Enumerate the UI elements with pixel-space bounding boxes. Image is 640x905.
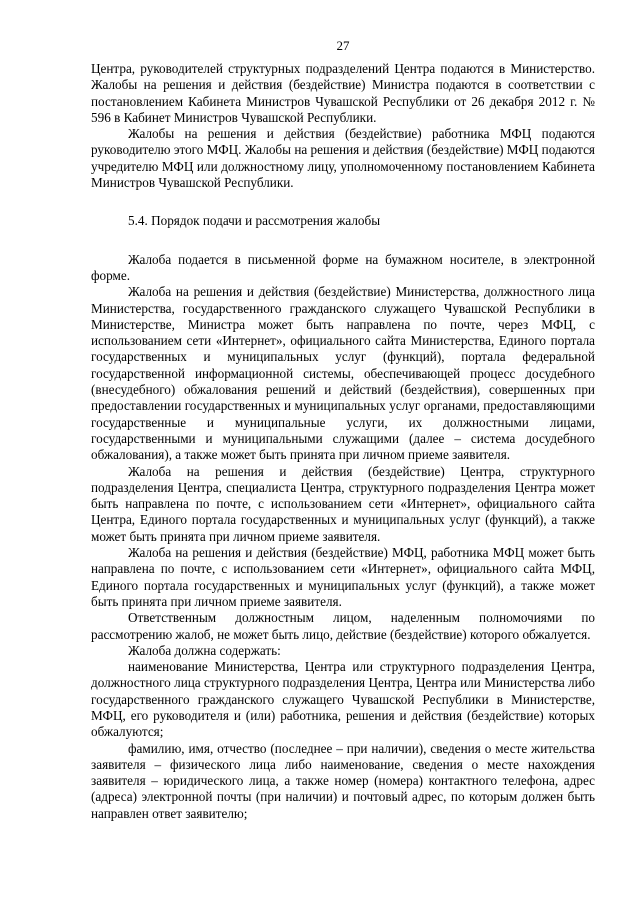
paragraph-complaint-contents: Жалоба должна содержать: [128,642,281,658]
section-heading: 5.4. Порядок подачи и рассмотрения жалобы [128,213,381,229]
paragraph-ministry-channels: Жалоба на решения и действия (бездействие) Министерства, должностного лица Министерства, государственного гражданского служащего Чувашской Республики в Министерстве, Министра может быть направлена по почте, через МФЦ, с использованием сети «Интернет», официального сайта Министерства, Единого портала государственных и муниципальных услуг (функций), портала федеральной государственной информационной системы, обеспечивающей процесс досудебного (внесудебного) обжалования решений и действий (бездействия), совершенных при предоставлении государственных и муниципальных услуг органами, предоставляющими государственные и муниципальные услуги, их должностными лицами, государственными и муниципальными служащими (далее – система досудебного обжалования), а также может быть принята при личном приеме заявителя. [91,284,595,463]
list-item-applicant-details: фамилию, имя, отчество (последнее – при наличии), сведения о месте жительства заявителя – физического лица либо наименование, сведения о месте нахождения заявителя – юридического лица, а также номер (номера) контактного телефона, адрес (адреса) электронной почты (при наличии) и почтовый адрес, по которым должен быть направлен ответ заявителю; [91,740,595,821]
paragraph-center-channels: Жалоба на решения и действия (бездействие) Центра, структурного подразделения Центра, специалиста Центра, структурного подразделения Центра может быть направлена по почте, с использованием сети «Интернет», официального сайта Центра, Единого портала государственных и муниципальных услуг (функций), а также может быть принята при личном приеме заявителя. [91,463,595,544]
paragraph-complaints-to-ministry: Центра, руководителей структурных подразделений Центра подаются в Министерство. Жалобы на решения и действия (бездействие) Министра подаются в соответствии с постановлением Кабинета Министров Чувашской Республики от 26 декабря 2012 г. № 596 в Кабинет Министров Чувашской Республики. [91,61,595,125]
document-page [91,38,595,822]
paragraph-mfc-channels: Жалоба на решения и действия (бездействие) МФЦ, работника МФЦ может быть направлена по почте, с использованием сети «Интернет», официального сайта МФЦ, Единого портала государственных и муниципальных услуг (функций), а также может быть принята при личном приеме заявителя. [91,545,595,609]
paragraph-responsible-person: Ответственным должностным лицом, наделенным полномочиями по рассмотрению жалоб, не может быть лицо, действие (бездействие) которого обжалуется. [91,610,595,642]
paragraph-complaints-mfc: Жалобы на решения и действия (бездействие) работника МФЦ подаются руководителю этого МФЦ. Жалобы на решения и действия (бездействие) МФЦ подаются учредителю МФЦ или должностному лицу, уполномоченному постановлением Кабинета Министров Чувашской Республики. [91,126,595,191]
list-item-organization-name: наименование Министерства, Центра или структурного подразделения Центра, должностного лица структурного подразделения Центра, Центра или Министерства либо государственного гражданского служащего Чувашской Республики в Министерстве, МФЦ, его руководителя и (или) работника, решения и действия (бездействие) которых обжалуются; [91,659,595,740]
paragraph-complaint-form: Жалоба подается в письменной форме на бумажном носителе, в электронной форме. [91,251,595,283]
page-number: 27 [336,38,350,53]
